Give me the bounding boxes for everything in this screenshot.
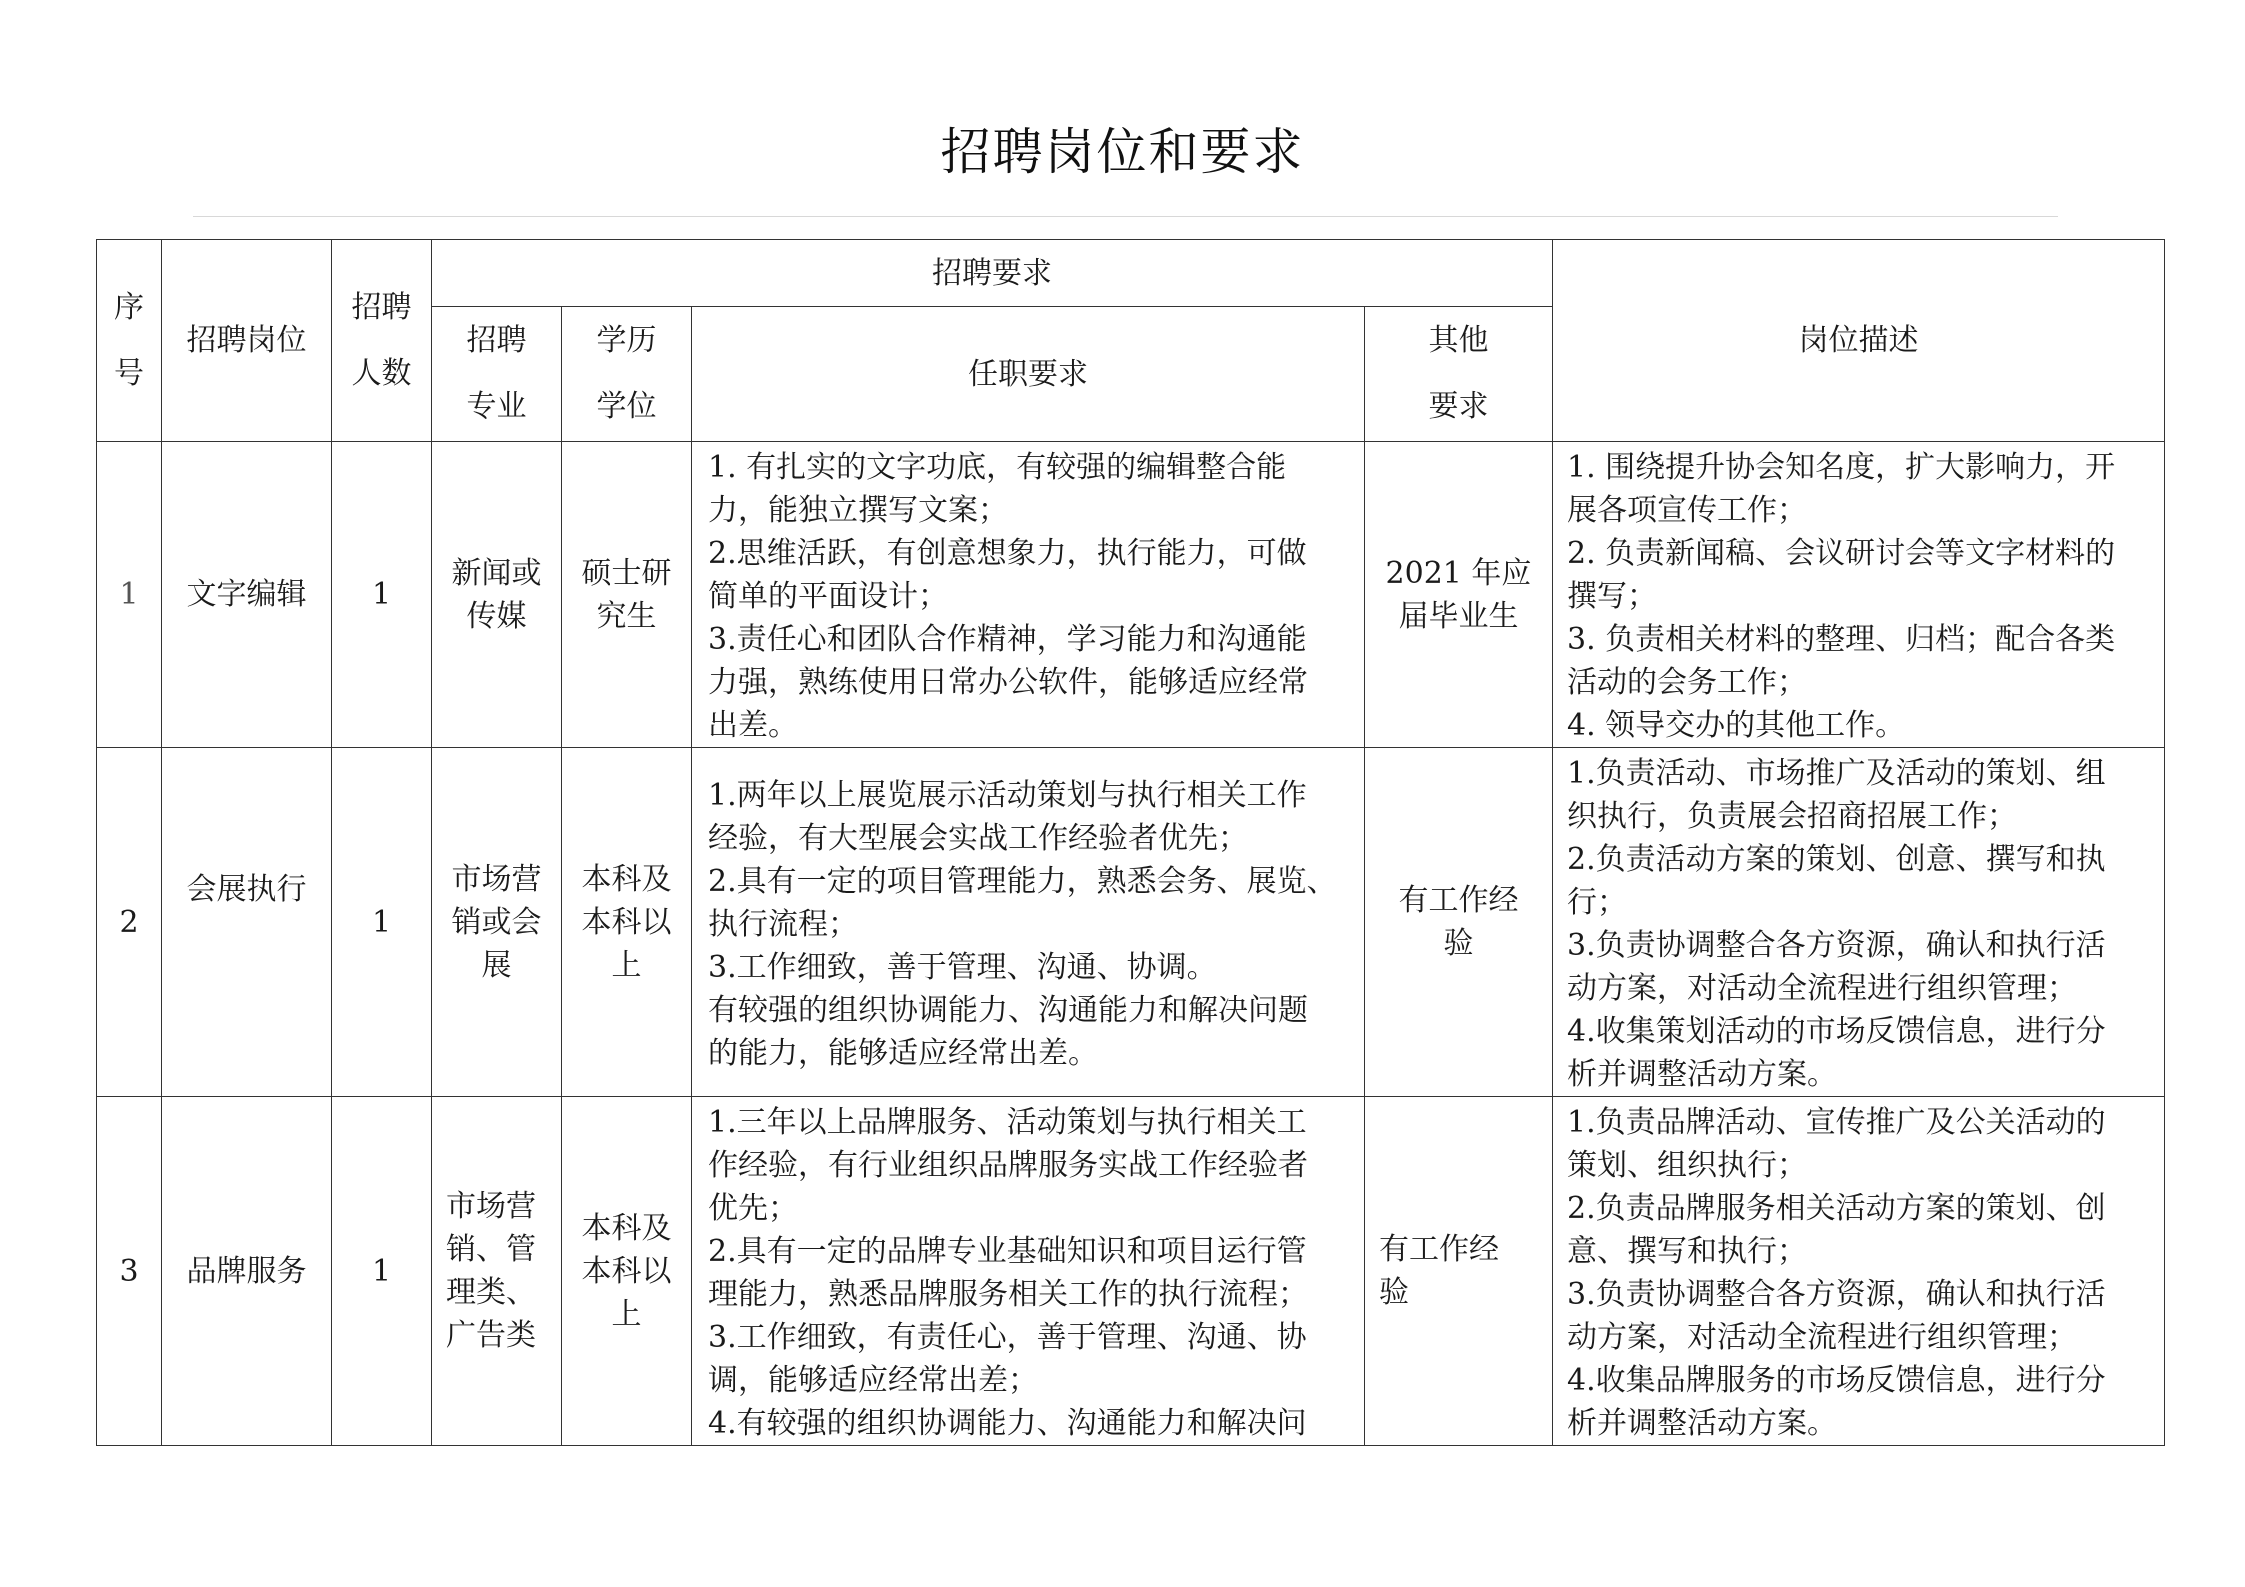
header-index: 序 号 [97,240,162,442]
row-degree: 本科及 本科以 上 [562,748,692,1097]
row-other: 2021 年应 届毕业生 [1365,442,1553,748]
row-major: 市场营 销或会 展 [432,748,562,1097]
row-count: 1 [332,1097,432,1446]
row-degree: 本科及 本科以 上 [562,1097,692,1446]
row-position: 会展执行 [162,748,332,1097]
row-major: 市场营 销、管 理类、 广告类 [432,1097,562,1446]
header-job-req: 任职要求 [692,307,1365,442]
header-degree: 学历 学位 [562,307,692,442]
header-position: 招聘岗位 [162,240,332,442]
row-job-requirements: 1.两年以上展览展示活动策划与执行相关工作 经验，有大型展会实战工作经验者优先； 2.具有一定的项目管理能力，熟悉会务、展览、 执行流程； 3.工作细致，善于管理、沟通、协调。 有较强的组织协调能力、沟通能力和解决问题 的能力，能够适应经常出差。 [692,748,1365,1097]
header-row-1 [97,240,2165,307]
row-count: 1 [332,442,432,748]
row-index: 3 [97,1097,162,1446]
row-other: 有工作经 验 [1365,748,1553,1097]
row-major: 新闻或 传媒 [432,442,562,748]
header-count: 招聘 人数 [332,240,432,442]
row-description: 1.负责品牌活动、宣传推广及公关活动的 策划、组织执行； 2.负责品牌服务相关活动方案的策划、创 意、撰写和执行； 3.负责协调整合各方资源，确认和执行活 动方案，对活动全流程进行组织管理； 4.收集品牌服务的市场反馈信息，进行分 析并调整活动方案。 [1553,1097,2165,1446]
row-count: 1 [332,748,432,1097]
row-description: 1. 围绕提升协会知名度，扩大影响力，开 展各项宣传工作； 2. 负责新闻稿、会议研讨会等文字材料的 撰写； 3. 负责相关材料的整理、归档；配合各类 活动的会务工作； 4. 领导交办的其他工作。 [1553,442,2165,748]
header-description: 岗位描述 [1553,240,2165,442]
table-row [97,1097,2165,1446]
row-job-requirements: 1. 有扎实的文字功底，有较强的编辑整合能 力，能独立撰写文案； 2.思维活跃，有创意想象力，执行能力，可做 简单的平面设计； 3.责任心和团队合作精神，学习能力和沟通能 力强，熟练使用日常办公软件，能够适应经常 出差。 [692,442,1365,748]
row-job-requirements: 1.三年以上品牌服务、活动策划与执行相关工 作经验，有行业组织品牌服务实战工作经验者 优先； 2.具有一定的品牌专业基础知识和项目运行管 理能力，熟悉品牌服务相关工作的执行流程； 3.工作细致，有责任心，善于管理、沟通、协 调，能够适应经常出差； 4.有较强的组织协调能力、沟通能力和解决问 [692,1097,1365,1446]
row-description: 1.负责活动、市场推广及活动的策划、组 织执行，负责展会招商招展工作； 2.负责活动方案的策划、创意、撰写和执 行； 3.负责协调整合各方资源，确认和执行活 动方案，对活动全流程进行组织管理； 4.收集策划活动的市场反馈信息，进行分 析并调整活动方案。 [1553,748,2165,1097]
recruitment-table [96,239,2165,1446]
row-other: 有工作经 验 [1365,1097,1553,1446]
header-requirements: 招聘要求 [432,240,1553,307]
row-index: 2 [97,748,162,1097]
row-degree: 硕士研 究生 [562,442,692,748]
header-major: 招聘 专业 [432,307,562,442]
table-row [97,748,2165,1097]
header-other: 其他 要求 [1365,307,1553,442]
page-title: 招聘岗位和要求 [940,123,1305,181]
title-divider [193,216,2058,217]
row-position: 文字编辑 [162,442,332,748]
row-index: 1 [97,442,162,748]
table-row [97,442,2165,748]
row-position: 品牌服务 [162,1097,332,1446]
